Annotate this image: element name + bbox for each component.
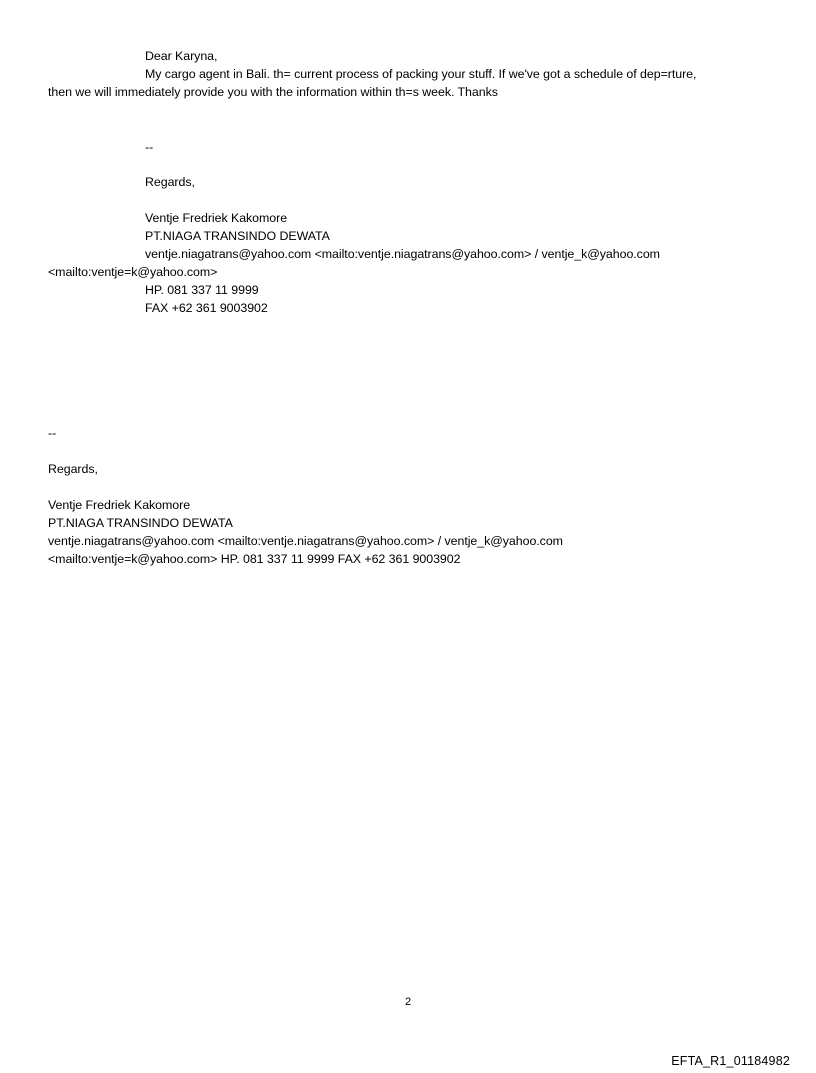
page-number: 2 (404, 996, 412, 1008)
quoted-regards: Regards, (145, 175, 195, 189)
quoted-signature-separator: -- (145, 140, 154, 154)
signature-contact-line-1: ventje.niagatrans@yahoo.com <mailto:ventje.niagatrans@yahoo.com> / ventje_k@yahoo.com (48, 534, 563, 548)
quoted-company-name: PT.NIAGA TRANSINDO DEWATA (145, 229, 330, 243)
quoted-email-line-2: <mailto:ventje=k@yahoo.com> (48, 265, 218, 279)
bates-number: EFTA_R1_01184982 (671, 1054, 790, 1068)
signature-sender-name: Ventje Fredriek Kakomore (48, 498, 191, 512)
quoted-phone: HP. 081 337 11 9999 (145, 283, 259, 297)
message-line-2: then we will immediately provide you with the information within th=s week. Thanks (48, 85, 498, 99)
quoted-fax: FAX +62 361 9003902 (145, 301, 268, 315)
signature-company-name: PT.NIAGA TRANSINDO DEWATA (48, 516, 233, 530)
greeting-line: Dear Karyna, (145, 49, 218, 63)
signature-separator: -- (48, 426, 57, 440)
message-line-1: My cargo agent in Bali. th= current process of packing your stuff. If we've got a schedule of dep=rture, (145, 67, 697, 81)
signature-regards: Regards, (48, 462, 98, 476)
quoted-email-line-1: ventje.niagatrans@yahoo.com <mailto:ventje.niagatrans@yahoo.com> / ventje_k@yahoo.com (145, 247, 660, 261)
signature-contact-line-2: <mailto:ventje=k@yahoo.com> HP. 081 337 11 9999 FAX +62 361 9003902 (48, 552, 461, 566)
quoted-sender-name: Ventje Fredriek Kakomore (145, 211, 288, 225)
